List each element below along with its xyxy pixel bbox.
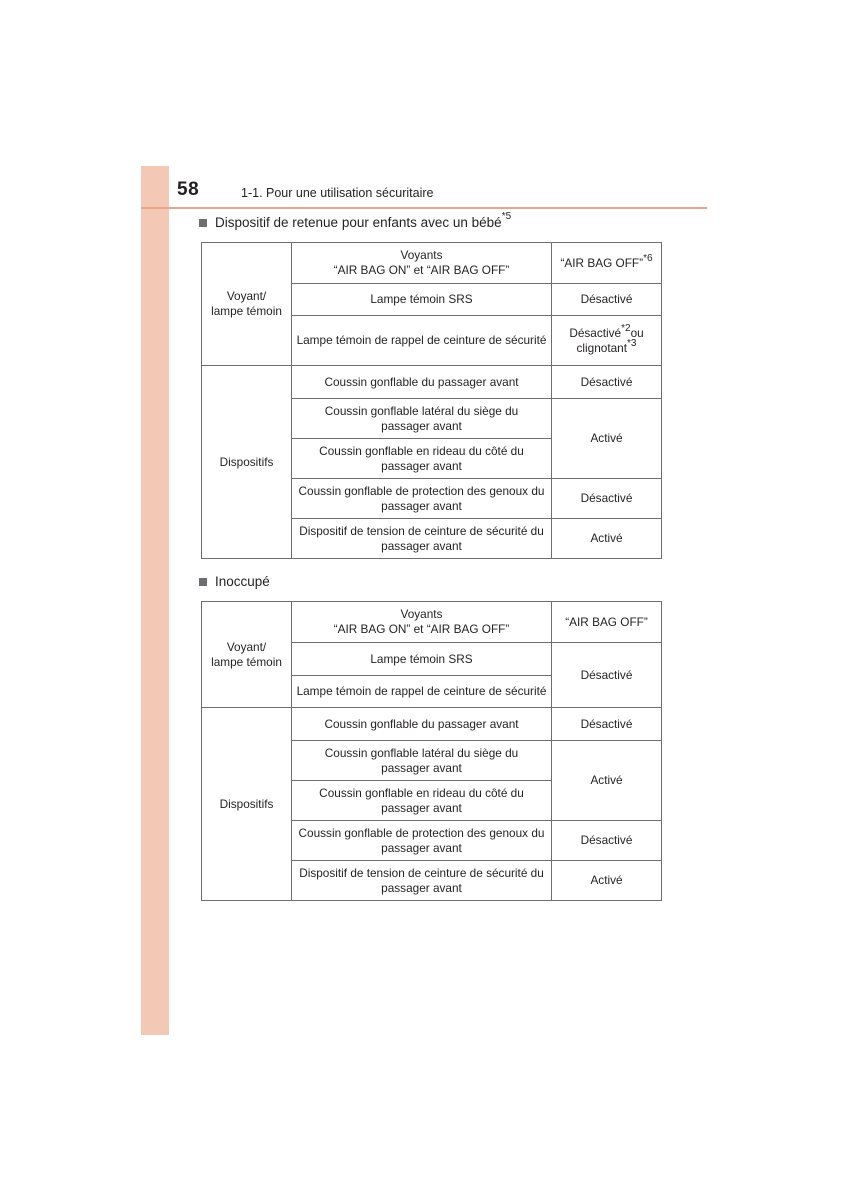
row-knee-label: Coussin gonflable de protection des genoux du passager avant (292, 821, 552, 861)
lamps-value: Désactivé (552, 643, 662, 708)
header-state: “AIR BAG OFF” (552, 602, 662, 643)
row-knee-label: Coussin gonflable de protection des genoux du passager avant (292, 479, 552, 519)
table-row (202, 366, 662, 399)
group-label-dispositifs: Dispositifs (202, 366, 292, 559)
side-tab (141, 166, 169, 1035)
row-tension-label: Dispositif de tension de ceinture de sécurité du passager avant (292, 861, 552, 901)
row-side-curtain-value: Activé (552, 741, 662, 821)
row-knee-value: Désactivé (552, 821, 662, 861)
row-srs-value: Désactivé (552, 284, 662, 316)
row-side-label: Coussin gonflable latéral du siège du passager avant (292, 399, 552, 439)
row-front-value: Désactivé (552, 366, 662, 399)
row-front-label: Coussin gonflable du passager avant (292, 366, 552, 399)
row-seatbelt-label: Lampe témoin de rappel de ceinture de sécurité (292, 676, 552, 708)
table-row (202, 708, 662, 741)
header-state: “AIR BAG OFF”$^{*6}$ (552, 243, 662, 284)
table-row (202, 243, 662, 284)
square-bullet-icon (199, 578, 207, 586)
group-label-voyant: Voyant/ lampe témoin (202, 602, 292, 708)
row-tension-value: Activé (552, 519, 662, 559)
header-voyants: Voyants “AIR BAG ON” et “AIR BAG OFF” (292, 602, 552, 643)
group-label-voyant: Voyant/ lampe témoin (202, 243, 292, 366)
row-front-label: Coussin gonflable du passager avant (292, 708, 552, 741)
section-heading-text: Dispositif de retenue pour enfants avec un bébé (215, 215, 502, 230)
row-side-label: Coussin gonflable latéral du siège du passager avant (292, 741, 552, 781)
row-knee-value: Désactivé (552, 479, 662, 519)
header-rule (141, 207, 707, 209)
row-curtain-label: Coussin gonflable en rideau du côté du passager avant (292, 781, 552, 821)
row-seatbelt-label: Lampe témoin de rappel de ceinture de sécurité (292, 316, 552, 366)
section-heading-inoccupe (199, 574, 270, 589)
section-heading-text: Inoccupé (215, 574, 270, 589)
row-front-value: Désactivé (552, 708, 662, 741)
row-tension-label: Dispositif de tension de ceinture de sécurité du passager avant (292, 519, 552, 559)
row-side-curtain-value: Activé (552, 399, 662, 479)
row-tension-value: Activé (552, 861, 662, 901)
chapter-title: 1-1. Pour une utilisation sécuritaire (241, 186, 434, 200)
group-label-dispositifs: Dispositifs (202, 708, 292, 901)
row-seatbelt-value: Désactivé$^{*2}$ou clignotant$^{*3}$ (552, 316, 662, 366)
table-row (202, 602, 662, 643)
row-srs-label: Lampe témoin SRS (292, 284, 552, 316)
page-number: 58 (177, 179, 200, 200)
row-curtain-label: Coussin gonflable en rideau du côté du passager avant (292, 439, 552, 479)
header-voyants: Voyants “AIR BAG ON” et “AIR BAG OFF” (292, 243, 552, 284)
airbag-table-bebe (201, 242, 662, 559)
section-heading-bebe: Dispositif de retenue pour enfants avec un bébé $^{*5}$ (199, 215, 511, 230)
airbag-table-inoccupe (201, 601, 662, 901)
square-bullet-icon (199, 219, 207, 227)
row-srs-label: Lampe témoin SRS (292, 643, 552, 676)
